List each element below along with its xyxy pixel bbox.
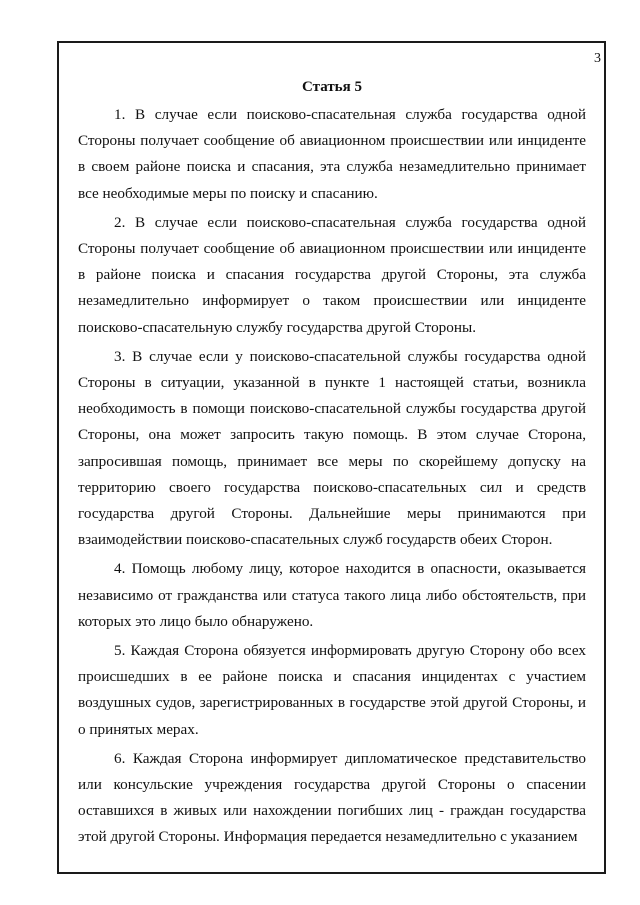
document-body xyxy=(78,77,586,854)
paragraph-6: 6. Каждая Сторона информирует дипломатическое представительство или консульские учреждения государства другой Стороны о спасении оставшихся в живых или нахождении погибших лиц - граждан государства этой другой Стороны. Информация передается незамедлительно с указанием xyxy=(78,749,586,846)
paragraph-4: 4. Помощь любому лицу, которое находится в опасности, оказывается независимо от гражданства или статуса такого лица либо обстоятельств, при которых это лицо было обнаружено. xyxy=(78,560,586,630)
paragraph-5: 5. Каждая Сторона обязуется информировать другую Сторону обо всех происшедших в ее районе поиска и спасания инцидентах с участием воздушных судов, зарегистрированных в государстве этой другой Стороны, и о принятых мерах. xyxy=(78,642,586,738)
article-title: Статья 5 xyxy=(302,79,362,95)
paragraph-1: 1. В случае если поисково-спасательная служба государства одной Стороны получает сообщение об авиационном происшествии или инциденте в своем районе поиска и спасания, эта служба незамедлительно принимает все необходимые меры по поиску и спасанию. xyxy=(78,106,586,202)
page-number: 3 xyxy=(594,51,601,66)
paragraph-3: 3. В случае если у поисково-спасательной службы государства одной Стороны в ситуации, указанной в пункте 1 настоящей статьи, возникла необходимость в помощи поисково-спасательной службы государства другой Стороны, она может запросить такую помощь. В этом случае Сторона, запросившая помощь, принимает все меры по скорейшему допуску на территорию своего государства поисково-спасательных сил и средств государства другой Стороны. Дальнейшие меры принимаются при взаимодействии поисково-спасательных служб государств обеих Сторон. xyxy=(78,347,586,549)
page-frame xyxy=(57,41,606,874)
paragraph-2: 2. В случае если поисково-спасательная служба государства одной Стороны получает сообщение об авиационном происшествии или инциденте в районе поиска и спасания государства другой Стороны, эта служба незамедлительно информирует о таком происшествии или инциденте поисково-спасательную службу государства другой Стороны. xyxy=(78,213,586,336)
